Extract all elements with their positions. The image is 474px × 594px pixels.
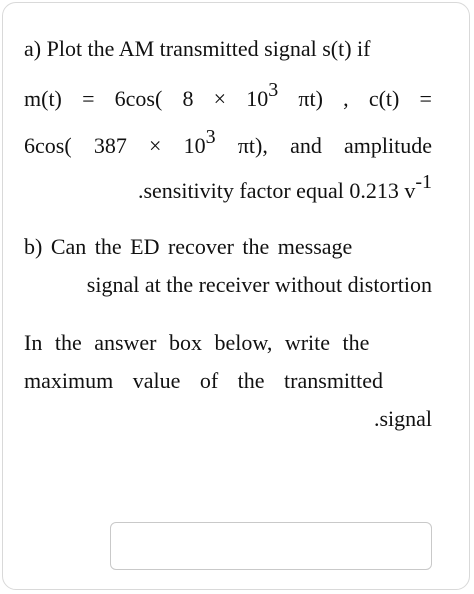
part-b-line-2 [24,270,432,300]
carrier-coefficient: 387 [93,133,127,158]
part-a-line-1 [24,34,432,64]
frequency-coefficient: 8 [182,86,194,111]
part-b-line-1 [24,232,432,262]
base-ten: 10 [183,133,206,158]
part-b-text: b) Can the ED recover the message [24,234,353,259]
exponent: 3 [268,79,279,101]
power-of-ten [246,79,279,114]
instruction-text-continued: maximum value of the transmitted [24,368,384,393]
answer-input[interactable] [110,522,432,570]
sensitivity-line [24,171,432,206]
instruction-line-3 [24,404,432,434]
sensitivity-exponent: -1 [415,171,432,193]
carrier-signal-line [24,126,432,161]
message-signal-line [24,79,432,114]
multiply-sign: × [213,86,227,111]
power-of-ten [183,126,216,161]
cos-term: 6cos( [24,133,72,158]
message-signal-label: m(t) [24,86,62,111]
instruction-text: In the answer box below, write the [24,330,370,355]
base-ten: 10 [246,86,269,111]
carrier-signal-label: c(t) [368,86,400,111]
sensitivity-text: .sensitivity factor equal 0.213 v [137,178,416,203]
exponent: 3 [205,126,216,148]
multiply-sign: × [149,133,162,158]
comma: , [343,86,349,111]
instruction-line-1 [24,328,432,358]
conjunction: and [290,133,322,158]
amplitude-word: amplitude [344,133,432,158]
cos-term: 6cos( [114,86,163,111]
pi-t-term: πt), [237,133,268,158]
instruction-text-end: .signal [373,406,432,431]
equals-sign: = [82,86,95,111]
pi-t-term: πt) [298,86,323,111]
instruction-line-2 [24,366,432,396]
part-b-text-continued: signal at the receiver without distortion [86,272,432,297]
equals-sign: = [419,86,432,111]
part-a-text: a) Plot the AM transmitted signal s(t) if [24,36,371,61]
